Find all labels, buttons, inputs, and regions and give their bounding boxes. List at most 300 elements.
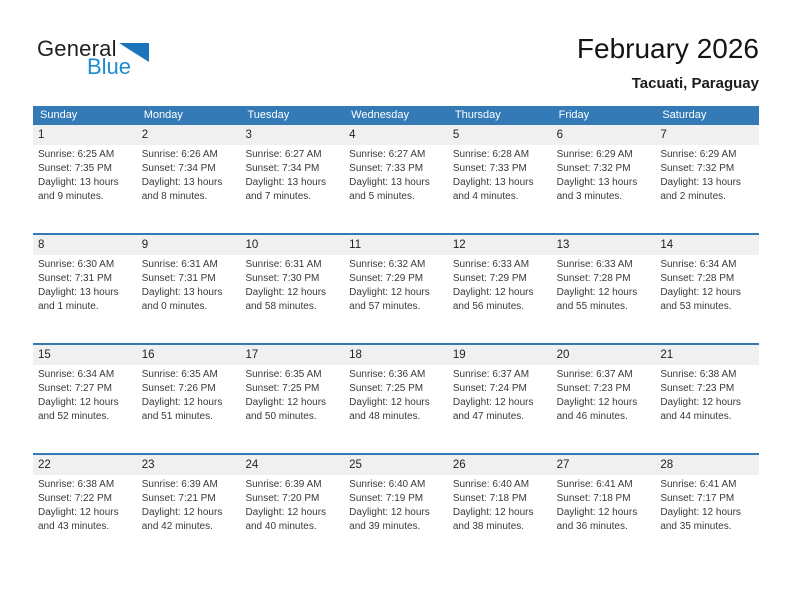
day-number: 13 — [552, 235, 656, 255]
daylight-value: 12 hours and 39 minutes. — [349, 507, 430, 532]
daylight-label: Daylight: — [38, 177, 77, 188]
sunset-label: Sunset: — [660, 163, 695, 174]
daylight-line — [557, 506, 650, 534]
day-number: 3 — [240, 125, 344, 145]
daylight-line — [349, 396, 442, 424]
sunset-label: Sunset: — [141, 273, 176, 284]
sunrise-line — [660, 258, 753, 272]
daylight-value: 12 hours and 55 minutes. — [556, 287, 638, 312]
day-number: 7 — [655, 125, 759, 145]
day-cell — [240, 345, 344, 423]
daylight-value: 13 hours and 7 minutes. — [245, 177, 327, 202]
sunrise-line — [349, 368, 442, 382]
sunset-value: 7:24 PM — [489, 383, 527, 394]
sunrise-label: Sunrise: — [141, 259, 179, 270]
sunset-line — [38, 162, 131, 176]
sunrise-label: Sunrise: — [38, 149, 75, 160]
sunset-line — [142, 382, 235, 396]
day-number: 24 — [240, 455, 344, 475]
day-details — [137, 475, 241, 533]
calendar — [33, 106, 759, 533]
sunrise-value: 6:28 AM — [492, 149, 530, 160]
day-cell — [344, 345, 448, 423]
daylight-label: Daylight: — [141, 177, 181, 188]
daylight-line — [142, 286, 235, 314]
sunrise-line — [245, 148, 338, 162]
sunset-line — [453, 272, 546, 286]
sunset-label: Sunset: — [245, 493, 280, 504]
sunrise-label: Sunrise: — [141, 369, 179, 380]
sunrise-value: 6:37 AM — [596, 369, 633, 380]
sunrise-value: 6:29 AM — [596, 149, 633, 160]
sunrise-label: Sunrise: — [38, 259, 75, 270]
daylight-value: 12 hours and 38 minutes. — [452, 507, 534, 532]
sunrise-line — [349, 478, 442, 492]
daylight-value: 13 hours and 2 minutes. — [660, 177, 741, 202]
sunrise-label: Sunrise: — [245, 369, 283, 380]
sunrise-label: Sunrise: — [245, 149, 283, 160]
day-number: 2 — [137, 125, 241, 145]
day-number: 22 — [33, 455, 137, 475]
sunrise-line — [38, 368, 131, 382]
sunset-label: Sunset: — [452, 383, 487, 394]
sunrise-value: 6:25 AM — [77, 149, 115, 160]
sunrise-line — [453, 368, 546, 382]
daylight-line — [349, 506, 442, 534]
daylight-label: Daylight: — [660, 397, 700, 408]
sunset-line — [142, 162, 235, 176]
sunset-value: 7:22 PM — [74, 493, 112, 504]
daylight-value: 12 hours and 56 minutes. — [452, 287, 534, 312]
sunrise-line — [38, 148, 131, 162]
day-number: 23 — [137, 455, 241, 475]
daylight-label: Daylight: — [245, 507, 285, 518]
daylight-line — [245, 176, 338, 204]
page-title: February 2026 — [576, 33, 759, 64]
daylight-value: 12 hours and 46 minutes. — [556, 397, 638, 422]
day-details — [344, 365, 448, 423]
day-details — [240, 475, 344, 533]
daylight-value: 13 hours and 4 minutes. — [452, 177, 534, 202]
sunset-label: Sunset: — [245, 163, 280, 174]
day-cell — [344, 235, 448, 313]
day-cell — [655, 345, 759, 423]
sunrise-label: Sunrise: — [452, 479, 490, 490]
day-details — [552, 475, 656, 533]
sunset-value: 7:35 PM — [74, 163, 112, 174]
sunset-value: 7:34 PM — [178, 163, 216, 174]
sunrise-label: Sunrise: — [660, 369, 697, 380]
daylight-label: Daylight: — [660, 287, 700, 298]
sunset-label: Sunset: — [660, 493, 695, 504]
daylight-line — [660, 286, 753, 314]
daylight-value: 12 hours and 51 minutes. — [141, 397, 223, 422]
sunset-line — [453, 162, 546, 176]
sunset-label: Sunset: — [349, 493, 384, 504]
sunset-line — [349, 272, 442, 286]
day-details — [448, 145, 552, 203]
sunrise-value: 6:41 AM — [596, 479, 633, 490]
sunset-value: 7:23 PM — [593, 383, 631, 394]
day-details — [448, 255, 552, 313]
sunset-value: 7:30 PM — [282, 273, 320, 284]
sunrise-line — [142, 148, 235, 162]
daylight-value: 12 hours and 36 minutes. — [556, 507, 638, 532]
sunrise-label: Sunrise: — [556, 479, 594, 490]
weekday-label: Thursday — [454, 109, 501, 121]
day-details — [344, 475, 448, 533]
daylight-value: 12 hours and 48 minutes. — [349, 397, 430, 422]
daylight-value: 12 hours and 57 minutes. — [349, 287, 430, 312]
sunrise-line — [38, 258, 131, 272]
sunrise-value: 6:30 AM — [77, 259, 115, 270]
daylight-value: 12 hours and 43 minutes. — [38, 507, 119, 532]
daylight-label: Daylight: — [245, 287, 285, 298]
day-cell — [240, 235, 344, 313]
daylight-label: Daylight: — [141, 397, 181, 408]
weekday-label: Saturday — [662, 109, 707, 121]
day-details — [552, 145, 656, 203]
sunrise-line — [142, 368, 235, 382]
sunrise-label: Sunrise: — [38, 479, 75, 490]
daylight-line — [245, 396, 338, 424]
page-subtitle: Tacuati, Paraguay — [631, 75, 759, 92]
daylight-line — [557, 396, 650, 424]
daylight-line — [349, 286, 442, 314]
sunrise-value: 6:27 AM — [388, 149, 426, 160]
sunrise-value: 6:33 AM — [596, 259, 633, 270]
day-cell — [552, 235, 656, 313]
sunset-value: 7:31 PM — [178, 273, 216, 284]
sunset-line — [245, 162, 338, 176]
day-number: 1 — [33, 125, 137, 145]
daylight-line — [453, 286, 546, 314]
sunrise-label: Sunrise: — [660, 479, 697, 490]
day-number: 25 — [344, 455, 448, 475]
sunrise-label: Sunrise: — [141, 149, 179, 160]
sunset-value: 7:25 PM — [282, 383, 320, 394]
daylight-line — [453, 176, 546, 204]
daylight-line — [557, 286, 650, 314]
sunset-label: Sunset: — [38, 163, 72, 174]
sunset-line — [660, 272, 753, 286]
daylight-label: Daylight: — [349, 507, 389, 518]
day-cell — [552, 125, 656, 203]
sunrise-line — [557, 148, 650, 162]
daylight-value: 12 hours and 53 minutes. — [660, 287, 741, 312]
day-details — [655, 365, 759, 423]
day-cell — [344, 125, 448, 203]
daylight-value: 12 hours and 35 minutes. — [660, 507, 741, 532]
daylight-label: Daylight: — [452, 507, 492, 518]
day-number: 28 — [655, 455, 759, 475]
sunrise-line — [453, 148, 546, 162]
day-cell — [240, 125, 344, 203]
sunrise-label: Sunrise: — [141, 479, 179, 490]
weekday-header-row — [33, 106, 759, 125]
sunset-value: 7:32 PM — [593, 163, 631, 174]
sunrise-line — [453, 258, 546, 272]
day-number: 26 — [448, 455, 552, 475]
daylight-line — [245, 506, 338, 534]
day-details — [552, 255, 656, 313]
daylight-line — [142, 506, 235, 534]
sunrise-line — [142, 478, 235, 492]
daylight-label: Daylight: — [452, 287, 492, 298]
sunset-value: 7:17 PM — [697, 493, 735, 504]
daylight-line — [142, 176, 235, 204]
daylight-value: 13 hours and 8 minutes. — [141, 177, 223, 202]
day-number: 12 — [448, 235, 552, 255]
sunset-line — [557, 162, 650, 176]
sunrise-value: 6:38 AM — [699, 369, 737, 380]
day-details — [33, 475, 137, 533]
daylight-label: Daylight: — [556, 397, 596, 408]
sunset-line — [660, 492, 753, 506]
sunrise-label: Sunrise: — [349, 369, 386, 380]
daylight-label: Daylight: — [349, 287, 389, 298]
general-blue-logo — [37, 38, 149, 79]
daylight-value: 13 hours and 3 minutes. — [556, 177, 638, 202]
day-cell — [33, 235, 137, 313]
sunrise-value: 6:34 AM — [699, 259, 737, 270]
daylight-value: 13 hours and 0 minutes. — [141, 287, 223, 312]
sunrise-value: 6:37 AM — [492, 369, 530, 380]
weeks-container — [33, 125, 759, 533]
sunrise-label: Sunrise: — [349, 479, 386, 490]
weekday-label: Monday — [143, 109, 183, 121]
sunset-line — [38, 492, 131, 506]
sunset-label: Sunset: — [38, 383, 72, 394]
sunrise-label: Sunrise: — [349, 259, 386, 270]
daylight-label: Daylight: — [349, 397, 389, 408]
day-cell — [240, 455, 344, 533]
day-cell — [655, 235, 759, 313]
sunset-line — [38, 382, 131, 396]
day-number: 20 — [552, 345, 656, 365]
sunset-label: Sunset: — [556, 383, 591, 394]
sunrise-value: 6:40 AM — [492, 479, 530, 490]
daylight-line — [38, 506, 131, 534]
day-number: 16 — [137, 345, 241, 365]
sunset-line — [349, 162, 442, 176]
sunset-label: Sunset: — [141, 383, 176, 394]
daylight-line — [142, 396, 235, 424]
day-details — [33, 365, 137, 423]
day-cell — [33, 345, 137, 423]
sunrise-label: Sunrise: — [660, 259, 697, 270]
sunrise-value: 6:36 AM — [388, 369, 426, 380]
sunrise-value: 6:29 AM — [699, 149, 737, 160]
sunrise-value: 6:35 AM — [181, 369, 218, 380]
sunrise-line — [245, 368, 338, 382]
sunset-line — [245, 272, 338, 286]
sunset-value: 7:18 PM — [593, 493, 631, 504]
sunset-value: 7:33 PM — [385, 163, 424, 174]
sunrise-value: 6:38 AM — [77, 479, 115, 490]
sunset-label: Sunset: — [141, 163, 176, 174]
day-cell — [655, 455, 759, 533]
day-details — [655, 255, 759, 313]
day-details — [33, 145, 137, 203]
sunrise-label: Sunrise: — [452, 369, 490, 380]
weekday-label: Sunday — [40, 109, 78, 121]
sunrise-line — [38, 478, 131, 492]
sunrise-line — [557, 368, 650, 382]
day-cell — [448, 125, 552, 203]
day-cell — [552, 455, 656, 533]
sunset-line — [38, 272, 131, 286]
sunset-label: Sunset: — [349, 163, 384, 174]
daylight-label: Daylight: — [452, 397, 492, 408]
day-cell — [137, 235, 241, 313]
daylight-line — [453, 506, 546, 534]
sunset-label: Sunset: — [452, 163, 487, 174]
sunset-line — [245, 492, 338, 506]
sunset-line — [660, 162, 753, 176]
day-details — [240, 365, 344, 423]
sunset-value: 7:29 PM — [385, 273, 424, 284]
sunrise-label: Sunrise: — [245, 479, 283, 490]
day-number: 8 — [33, 235, 137, 255]
day-cell — [137, 125, 241, 203]
sunset-value: 7:19 PM — [385, 493, 424, 504]
daylight-value: 12 hours and 42 minutes. — [141, 507, 223, 532]
sunset-label: Sunset: — [556, 163, 591, 174]
day-cell — [448, 235, 552, 313]
sunrise-line — [660, 148, 753, 162]
sunrise-value: 6:39 AM — [284, 479, 322, 490]
daylight-line — [38, 286, 131, 314]
day-details — [240, 255, 344, 313]
daylight-label: Daylight: — [556, 287, 596, 298]
sunrise-label: Sunrise: — [245, 259, 283, 270]
sunset-line — [453, 492, 546, 506]
sunset-label: Sunset: — [660, 383, 695, 394]
sunset-label: Sunset: — [38, 273, 72, 284]
day-cell — [655, 125, 759, 203]
sunset-line — [557, 492, 650, 506]
daylight-label: Daylight: — [660, 177, 700, 188]
day-number: 27 — [552, 455, 656, 475]
sunset-line — [245, 382, 338, 396]
sunrise-value: 6:31 AM — [284, 259, 322, 270]
sunrise-value: 6:41 AM — [699, 479, 737, 490]
sunrise-line — [349, 148, 442, 162]
day-cell — [33, 125, 137, 203]
daylight-label: Daylight: — [245, 177, 285, 188]
sunrise-value: 6:39 AM — [181, 479, 218, 490]
sunset-value: 7:27 PM — [74, 383, 112, 394]
day-details — [240, 145, 344, 203]
sunset-line — [142, 272, 235, 286]
sunset-label: Sunset: — [38, 493, 72, 504]
sunset-line — [557, 382, 650, 396]
daylight-line — [660, 176, 753, 204]
sunrise-label: Sunrise: — [556, 259, 594, 270]
sunset-value: 7:21 PM — [178, 493, 216, 504]
day-details — [655, 145, 759, 203]
sunset-label: Sunset: — [660, 273, 695, 284]
day-number: 21 — [655, 345, 759, 365]
daylight-value: 13 hours and 1 minute. — [38, 287, 119, 312]
daylight-label: Daylight: — [245, 397, 285, 408]
sunrise-line — [660, 368, 753, 382]
daylight-value: 12 hours and 40 minutes. — [245, 507, 327, 532]
day-number: 9 — [137, 235, 241, 255]
sunrise-label: Sunrise: — [452, 259, 490, 270]
sunset-line — [142, 492, 235, 506]
sunset-value: 7:28 PM — [593, 273, 631, 284]
sunrise-label: Sunrise: — [556, 149, 594, 160]
sunrise-label: Sunrise: — [556, 369, 594, 380]
weekday-label: Wednesday — [351, 109, 410, 121]
sunrise-line — [453, 478, 546, 492]
day-cell — [448, 345, 552, 423]
sunrise-label: Sunrise: — [660, 149, 697, 160]
sunrise-line — [245, 478, 338, 492]
sunset-line — [349, 382, 442, 396]
daylight-value: 13 hours and 9 minutes. — [38, 177, 119, 202]
sunrise-value: 6:33 AM — [492, 259, 530, 270]
sunset-value: 7:25 PM — [385, 383, 424, 394]
sunrise-line — [142, 258, 235, 272]
day-details — [448, 475, 552, 533]
daylight-label: Daylight: — [141, 507, 181, 518]
daylight-label: Daylight: — [38, 507, 77, 518]
day-details — [137, 365, 241, 423]
daylight-value: 13 hours and 5 minutes. — [349, 177, 430, 202]
day-cell — [448, 455, 552, 533]
sunset-value: 7:31 PM — [74, 273, 112, 284]
sunset-label: Sunset: — [556, 493, 591, 504]
daylight-label: Daylight: — [556, 507, 596, 518]
daylight-line — [38, 396, 131, 424]
week-row — [33, 233, 759, 313]
daylight-line — [245, 286, 338, 314]
daylight-value: 12 hours and 47 minutes. — [452, 397, 534, 422]
daylight-line — [38, 176, 131, 204]
sunset-value: 7:26 PM — [178, 383, 216, 394]
day-number: 17 — [240, 345, 344, 365]
day-number: 11 — [344, 235, 448, 255]
day-details — [655, 475, 759, 533]
sunrise-value: 6:34 AM — [77, 369, 115, 380]
sunset-value: 7:29 PM — [489, 273, 527, 284]
sunrise-value: 6:32 AM — [388, 259, 426, 270]
sunset-label: Sunset: — [452, 493, 487, 504]
sunset-label: Sunset: — [245, 383, 280, 394]
sunset-line — [349, 492, 442, 506]
sunrise-value: 6:26 AM — [181, 149, 218, 160]
day-cell — [552, 345, 656, 423]
sunset-line — [660, 382, 753, 396]
daylight-line — [660, 396, 753, 424]
sunset-label: Sunset: — [349, 273, 384, 284]
sunrise-label: Sunrise: — [452, 149, 490, 160]
daylight-label: Daylight: — [38, 397, 77, 408]
sunset-value: 7:18 PM — [489, 493, 527, 504]
daylight-line — [453, 396, 546, 424]
sunrise-label: Sunrise: — [38, 369, 75, 380]
daylight-line — [660, 506, 753, 534]
sunset-value: 7:32 PM — [697, 163, 735, 174]
week-row — [33, 453, 759, 533]
daylight-value: 12 hours and 44 minutes. — [660, 397, 741, 422]
sunrise-line — [349, 258, 442, 272]
day-number: 10 — [240, 235, 344, 255]
sunrise-line — [245, 258, 338, 272]
